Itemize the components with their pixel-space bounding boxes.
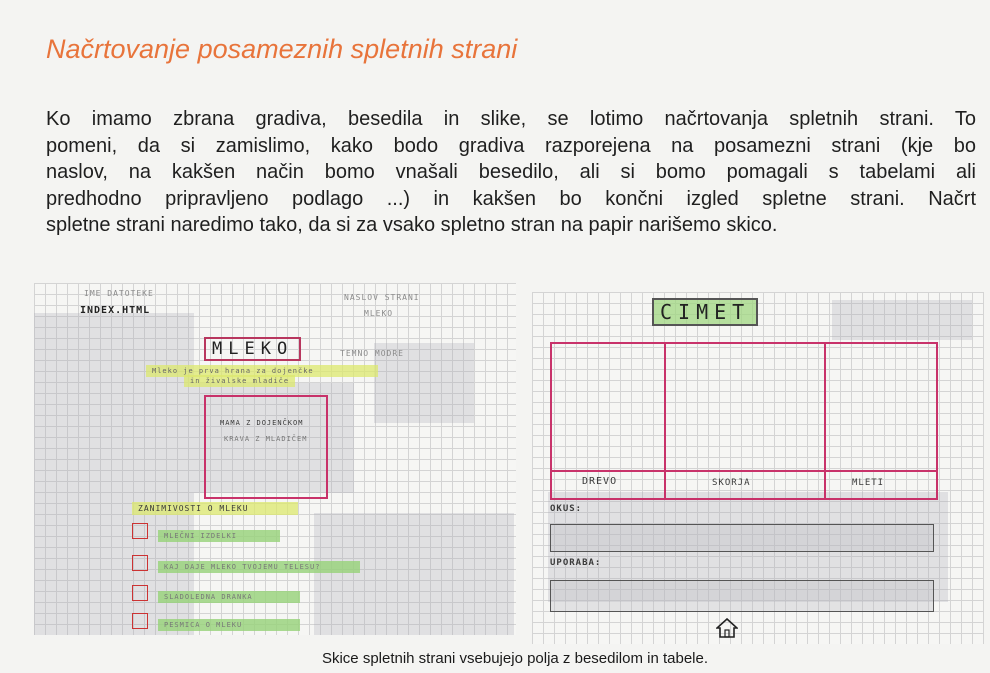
link-bullet-icon [132,523,148,539]
link-item: SLADOLEDNA DRANKA [158,591,300,603]
page-title-label: NASLOV STRANI [344,293,420,302]
okus-text-field [550,524,934,552]
intro-paragraph [46,106,976,239]
uporaba-label: UPORABA: [550,558,602,568]
paragraph-line: predhodno pripravljeno podlago ...) in kakšen bo končni izgled spletne strani. Načrt [46,187,976,210]
figure-caption: Skice spletnih strani vsebujejo polja z besedilom in tabele. [321,650,709,667]
banner-line: Mleko je prva hrana za dojenčke [146,365,378,377]
uporaba-text-field [550,580,934,612]
sketch-title-mleko: MLEKO [204,337,301,361]
link-item: MLEČNI IZDELKI [158,530,280,542]
okus-label: OKUS: [550,504,583,514]
table-divider [664,344,666,498]
table-divider [552,470,936,472]
column-label: DREVO [582,476,618,487]
sketch-title-cimet: CIMET [652,298,758,326]
link-item: KAJ DAJE MLEKO TVOJEMU TELESU? [158,561,360,573]
paragraph-line: spletne strani naredimo tako, da si za vsako spletno stran na papir narišemo skico. [46,214,778,236]
shaded-area [34,313,194,635]
file-name: INDEX.HTML [80,305,151,316]
section-heading: ZANIMIVOSTI O MLEKU [132,502,298,515]
link-item: PESMICA O MLEKU [158,619,300,631]
link-bullet-icon [132,555,148,571]
title-color-note: TEMNO MODRE [340,349,404,358]
page-title: Načrtovanje posameznih spletnih strani [46,34,518,64]
image-table [550,342,938,500]
shaded-area [832,300,972,340]
column-label: MLETI [852,478,885,488]
image-caption: MAMA Z DOJENČKOM [220,419,304,427]
link-bullet-icon [132,585,148,601]
paragraph-line: Ko imamo zbrana gradiva, besedila in slike, se lotimo načrtovanja spletnih strani. To [46,108,976,130]
link-bullet-icon [132,613,148,629]
banner-line: in živalske mladiče [184,375,295,387]
shaded-area [314,513,514,635]
file-label: IME DATOTEKE [84,289,154,298]
image-placeholder-box [204,395,328,499]
paragraph-line: naslov, na kakšen način bomo vnašali besedilo, ali si bomo pomagali s tabelami ali [46,161,976,183]
table-divider [824,344,826,498]
paragraph-line: pomeni, da si zamislimo, kako bodo gradiva razporejena na posamezni strani (kje bo [46,134,976,157]
left-sketch [34,283,516,635]
right-sketch [532,292,984,644]
column-label: SKORJA [712,478,751,488]
image-caption: KRAVA Z MLADIČEM [224,435,308,443]
page-title-value: MLEKO [364,309,394,318]
home-icon [716,618,738,638]
